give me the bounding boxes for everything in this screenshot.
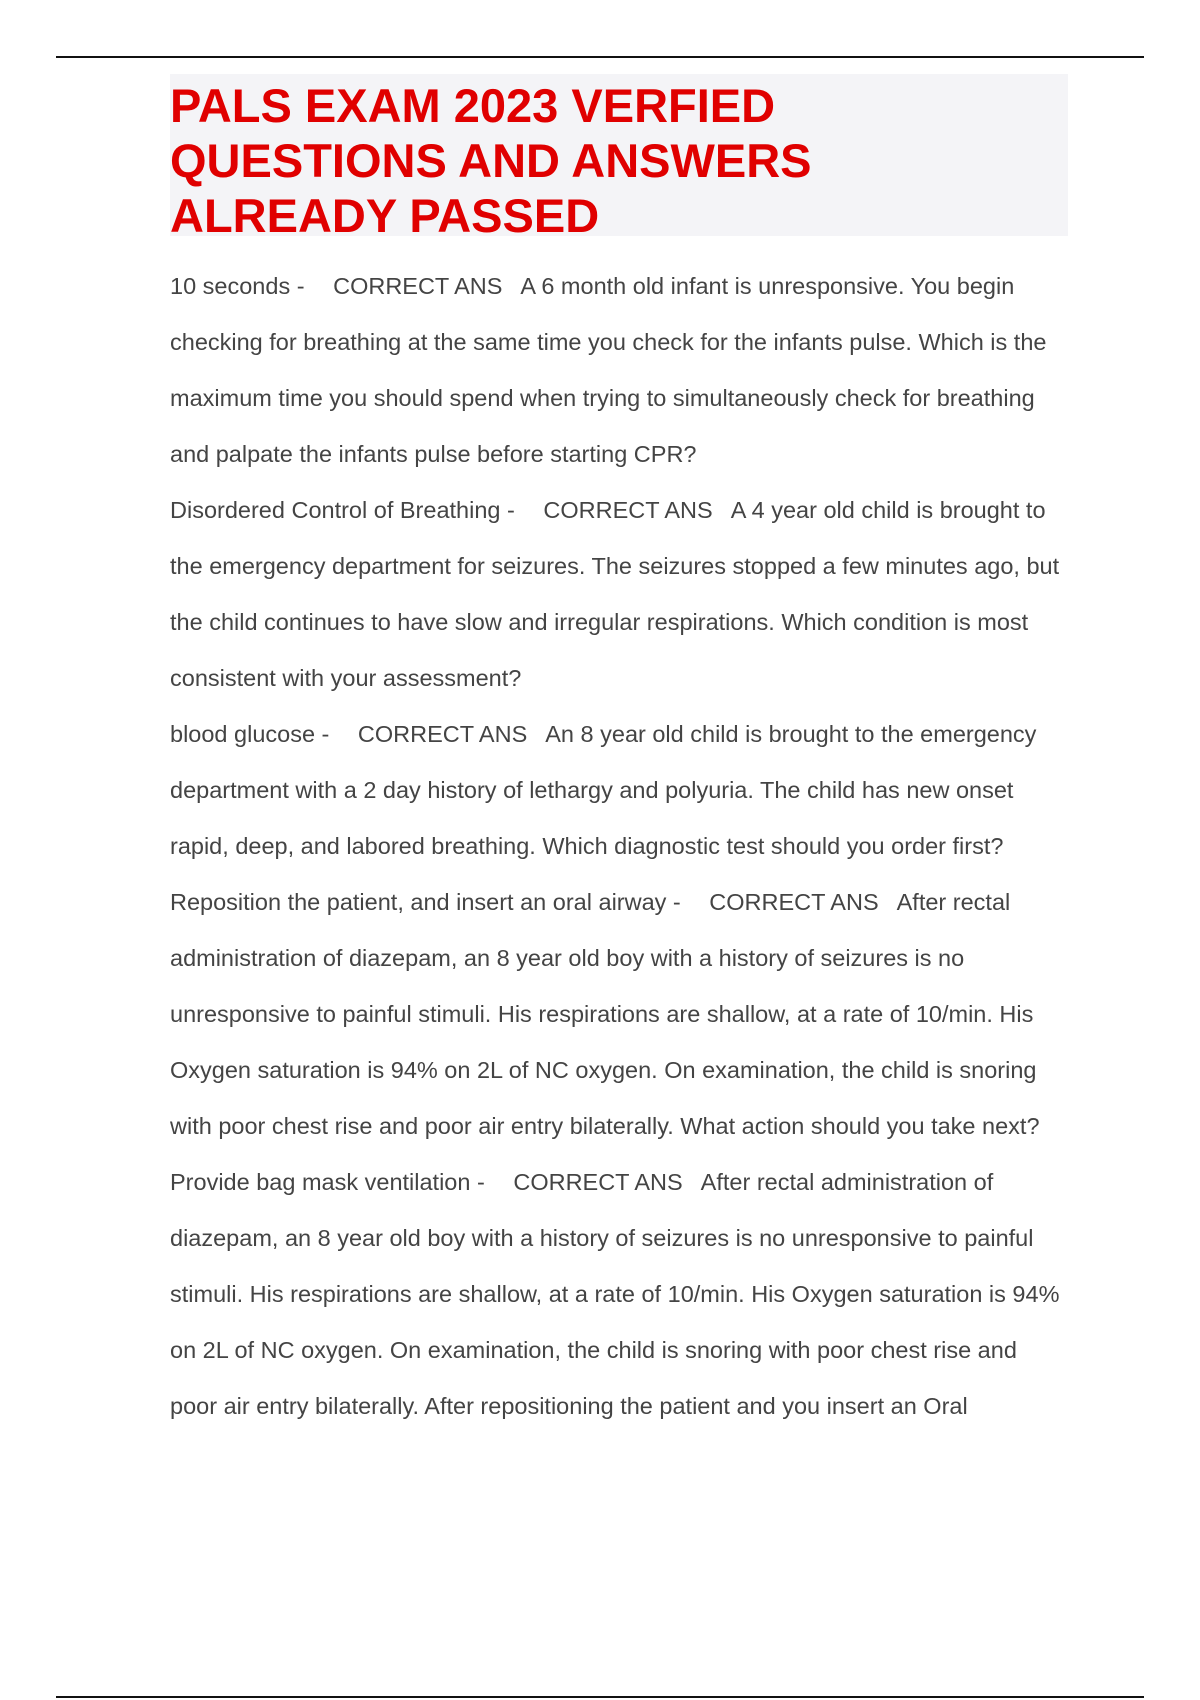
qa-item xyxy=(170,258,1070,482)
answer-text: 10 seconds - xyxy=(170,273,311,299)
top-rule xyxy=(56,56,1144,58)
question-text: After rectal administration of diazepam, an 8 year old boy with a history of seizures is no unresponsive to painful stimuli. His respirations are shallow, at a rate of 10/min. His Oxygen saturation is 94% on 2L of NC oxygen. On examination, the child is snoring with poor chest rise and poor air entry bilaterally. After repositioning the patient and you insert an Oral xyxy=(170,1169,1060,1419)
document-title xyxy=(170,78,1068,243)
qa-item xyxy=(170,482,1070,706)
qa-item xyxy=(170,874,1070,1154)
correct-ans-tag: CORRECT ANS xyxy=(709,889,879,915)
answer-text: Provide bag mask ventilation - xyxy=(170,1169,491,1195)
qa-item xyxy=(170,706,1070,874)
qa-list xyxy=(170,258,1070,1434)
title-block xyxy=(170,74,1068,242)
question-text: A 4 year old child is brought to the emergency department for seizures. The seizures stopped a few minutes ago, but the child continues to have slow and irregular respirations. Which condition is most consistent with your assessment? xyxy=(170,497,1060,691)
correct-ans-tag: CORRECT ANS xyxy=(513,1169,683,1195)
title-line: PALS EXAM 2023 VERFIED xyxy=(170,79,776,132)
question-text: A 6 month old infant is unresponsive. You begin checking for breathing at the same time you check for the infants pulse. Which is the maximum time you should spend when trying to simultaneously check for breathing and palpate the infants pulse before starting CPR? xyxy=(170,273,1047,467)
title-line: ALREADY PASSED xyxy=(170,189,600,242)
question-text: An 8 year old child is brought to the emergency department with a 2 day history of lethargy and polyuria. The child has new onset rapid, deep, and labored breathing. Which diagnostic test should you order first? xyxy=(170,721,1037,859)
correct-ans-tag: CORRECT ANS xyxy=(357,721,528,747)
question-text: After rectal administration of diazepam, an 8 year old boy with a history of seizures is no unresponsive to painful stimuli. His respirations are shallow, at a rate of 10/min. His Oxygen saturation is 94% on 2L of NC oxygen. On examination, the child is snoring with poor chest rise and poor air entry bilaterally. What action should you take next? xyxy=(170,889,1040,1139)
correct-ans-tag: CORRECT ANS xyxy=(543,497,713,523)
correct-ans-tag: CORRECT ANS xyxy=(333,273,503,299)
qa-item xyxy=(170,1154,1070,1434)
bottom-rule xyxy=(56,1696,1144,1698)
document-page xyxy=(170,74,1070,1434)
answer-text: Disordered Control of Breathing - xyxy=(170,497,521,523)
answer-text: Reposition the patient, and insert an oral airway - xyxy=(170,889,687,915)
answer-text: blood glucose - xyxy=(170,721,336,747)
title-line: QUESTIONS AND ANSWERS xyxy=(170,134,812,187)
